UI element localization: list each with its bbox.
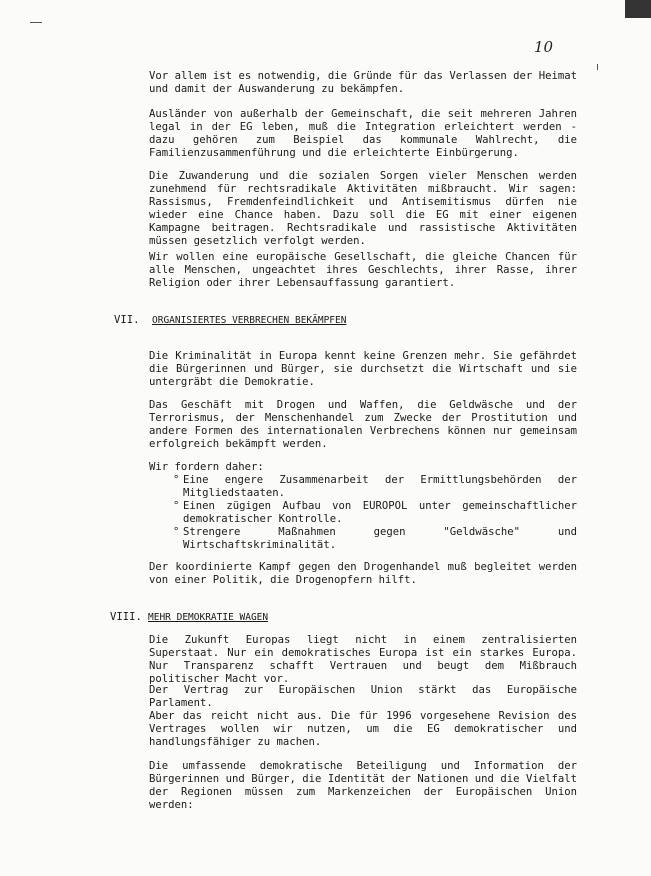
paragraph: Die Kriminalität in Europa kennt keine Grenzen mehr. Sie gefährdet die Bürgerinnen und Bürger, sie durchsetzt die Wirtschaft und sie untergräbt die Demokratie. (149, 350, 577, 388)
paragraph: Vor allem ist es notwendig, die Gründe für das Verlassen der Heimat und damit der Auswanderung zu bekämpfen. (149, 70, 577, 95)
list-item: ° Einen zügigen Aufbau von EUROPOL unter gemeinschaftlicher demokratischer Kontrolle. (173, 500, 577, 525)
page-number: 10 (534, 38, 554, 56)
paragraph: Die Zuwanderung und die sozialen Sorgen vieler Menschen werden zunehmend für rechtsradikale Aktivitäten mißbraucht. Wir sagen: Rassismus, Fremdenfeindlichkeit und Antisemitismus dürfen nie wieder eine Chance haben. Dazu soll die EG mit einer eigenen Kampagne beitragen. Rechtsradikale und rassistische Aktivitäten müssen gesetzlich verfolgt werden. (149, 170, 577, 247)
section-title: MEHR DEMOKRATIE WAGEN (148, 612, 269, 623)
bullet-icon: ° (173, 500, 180, 512)
scan-speck (597, 64, 598, 70)
demands-list (149, 474, 577, 552)
scan-speck (30, 22, 42, 23)
paragraph: Ausländer von außerhalb der Gemeinschaft, die seit mehreren Jahren legal in der EG leben, muß die Integration erleichtert werden - dazu gehören zum Beispiel das kommunale Wahlrecht, die Familienzusammenführung und die erleichterte Einbürgerung. (149, 108, 577, 159)
paragraph: Aber das reicht nicht aus. Die für 1996 vorgesehene Revision des Vertrages wollen wir nutzen, um die EG demokratischer und handlungsfähiger zu machen. (149, 710, 577, 748)
scan-edge-mark (625, 0, 651, 18)
section-title: ORGANISIERTES VERBRECHEN BEKÄMPFEN (152, 315, 347, 326)
paragraph: Das Geschäft mit Drogen und Waffen, die Geldwäsche und der Terrorismus, der Menschenhandel zum Zwecke der Prostitution und andere Formen des internationalen Verbrechens können nur gemeinsam erfolgreich bekämpft werden. (149, 399, 577, 450)
paragraph: Die Zukunft Europas liegt nicht in einem zentralisierten Superstaat. Nur ein demokratisches Europa ist ein starkes Europa. Nur Transparenz schafft Vertrauen und beugt dem Mißbrauch politischer Macht vor. (149, 634, 577, 685)
bullet-icon: ° (173, 474, 180, 486)
section-number: VIII. (110, 611, 142, 623)
paragraph: Die umfassende demokratische Beteiligung und Information der Bürgerinnen und Bürger, die Identität der Nationen und die Vielfalt der Regionen müssen zum Markenzeichen der Europäischen Union werden: (149, 760, 577, 811)
list-item: ° Strengere Maßnahmen gegen "Geldwäsche" und Wirtschaftskriminalität. (173, 526, 577, 551)
paragraph: Der koordinierte Kampf gegen den Drogenhandel muß begleitet werden von einer Politik, die Drogenopfern hilft. (149, 561, 577, 586)
bullet-icon: ° (173, 526, 180, 538)
list-intro: Wir fordern daher: (149, 461, 264, 473)
paragraph: Der Vertrag zur Europäischen Union stärkt das Europäische Parlament. (149, 684, 577, 709)
list-item: ° Eine engere Zusammenarbeit der Ermittlungsbehörden der Mitgliedstaaten. (173, 474, 577, 499)
section-number: VII. (114, 314, 140, 326)
paragraph: Wir wollen eine europäische Gesellschaft, die gleiche Chancen für alle Menschen, ungeachtet ihres Geschlechts, ihrer Rasse, ihrer Religion oder ihrer Lebensauffassung garantiert. (149, 251, 577, 289)
